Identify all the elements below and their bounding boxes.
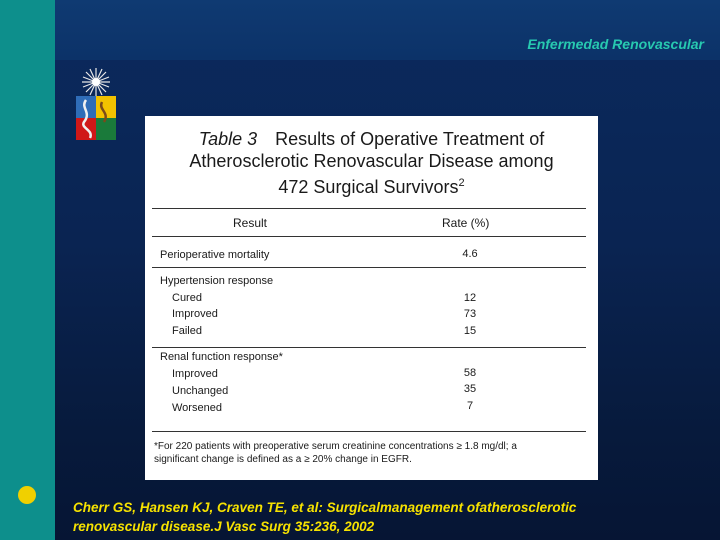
header-band xyxy=(55,0,720,60)
caption-reference: 2 xyxy=(458,177,465,189)
footnote-line-2: significant change is defined as a ≥ 20% change in EGFR. xyxy=(154,454,412,465)
table-top-rule xyxy=(152,208,586,209)
row-hypertension-improved: Improved xyxy=(172,308,218,320)
row-hypertension-cured: Cured xyxy=(172,292,202,304)
section-rule-2 xyxy=(152,347,586,348)
value-perioperative-mortality: 4.6 xyxy=(462,248,478,260)
value-renal-improved: 58 xyxy=(463,367,477,379)
section-rule-1 xyxy=(152,267,586,268)
left-accent-bar xyxy=(0,0,55,540)
citation-line-2: renovascular disease.J Vasc Surg 35:236, 2002 xyxy=(73,519,375,534)
results-table-figure xyxy=(145,116,598,480)
citation-line-1: Cherr GS, Hansen KJ, Craven TE, et al: Surgicalmanagement ofatherosclerotic xyxy=(73,500,577,515)
table-bottom-rule xyxy=(152,431,586,432)
row-hypertension-failed: Failed xyxy=(172,325,202,337)
slide-header-title: Enfermedad Renovascular xyxy=(527,36,704,52)
value-renal-unchanged: 35 xyxy=(463,383,477,395)
bullet-dot xyxy=(18,486,36,504)
value-hypertension-improved: 73 xyxy=(463,308,477,320)
row-renal-worsened: Worsened xyxy=(172,402,222,414)
column-header-result: Result xyxy=(233,216,268,230)
section-hypertension-response: Hypertension response xyxy=(160,275,274,287)
column-header-rate: Rate (%) xyxy=(442,216,490,230)
caption-line-1: Results of Operative Treatment of xyxy=(275,129,545,149)
row-perioperative-mortality: Perioperative mortality xyxy=(160,249,270,261)
reference-citation xyxy=(73,498,703,536)
footnote-line-1: *For 220 patients with preoperative serum creatinine concentrations ≥ 1.8 mg/dl; a xyxy=(154,441,517,452)
row-renal-improved: Improved xyxy=(172,368,218,380)
value-hypertension-failed: 15 xyxy=(463,325,477,337)
value-renal-worsened: 7 xyxy=(466,400,474,412)
table-footnote xyxy=(154,440,594,466)
table-number: Table 3 xyxy=(198,129,258,149)
table-caption xyxy=(145,128,598,198)
section-renal-function-response: Renal function response* xyxy=(160,351,283,363)
header-rule xyxy=(152,236,586,237)
university-crest-icon xyxy=(72,66,120,142)
value-hypertension-cured: 12 xyxy=(463,292,477,304)
caption-line-3: 472 Surgical Survivors xyxy=(278,177,459,197)
caption-line-2: Atherosclerotic Renovascular Disease among xyxy=(189,151,554,171)
row-renal-unchanged: Unchanged xyxy=(172,385,229,397)
